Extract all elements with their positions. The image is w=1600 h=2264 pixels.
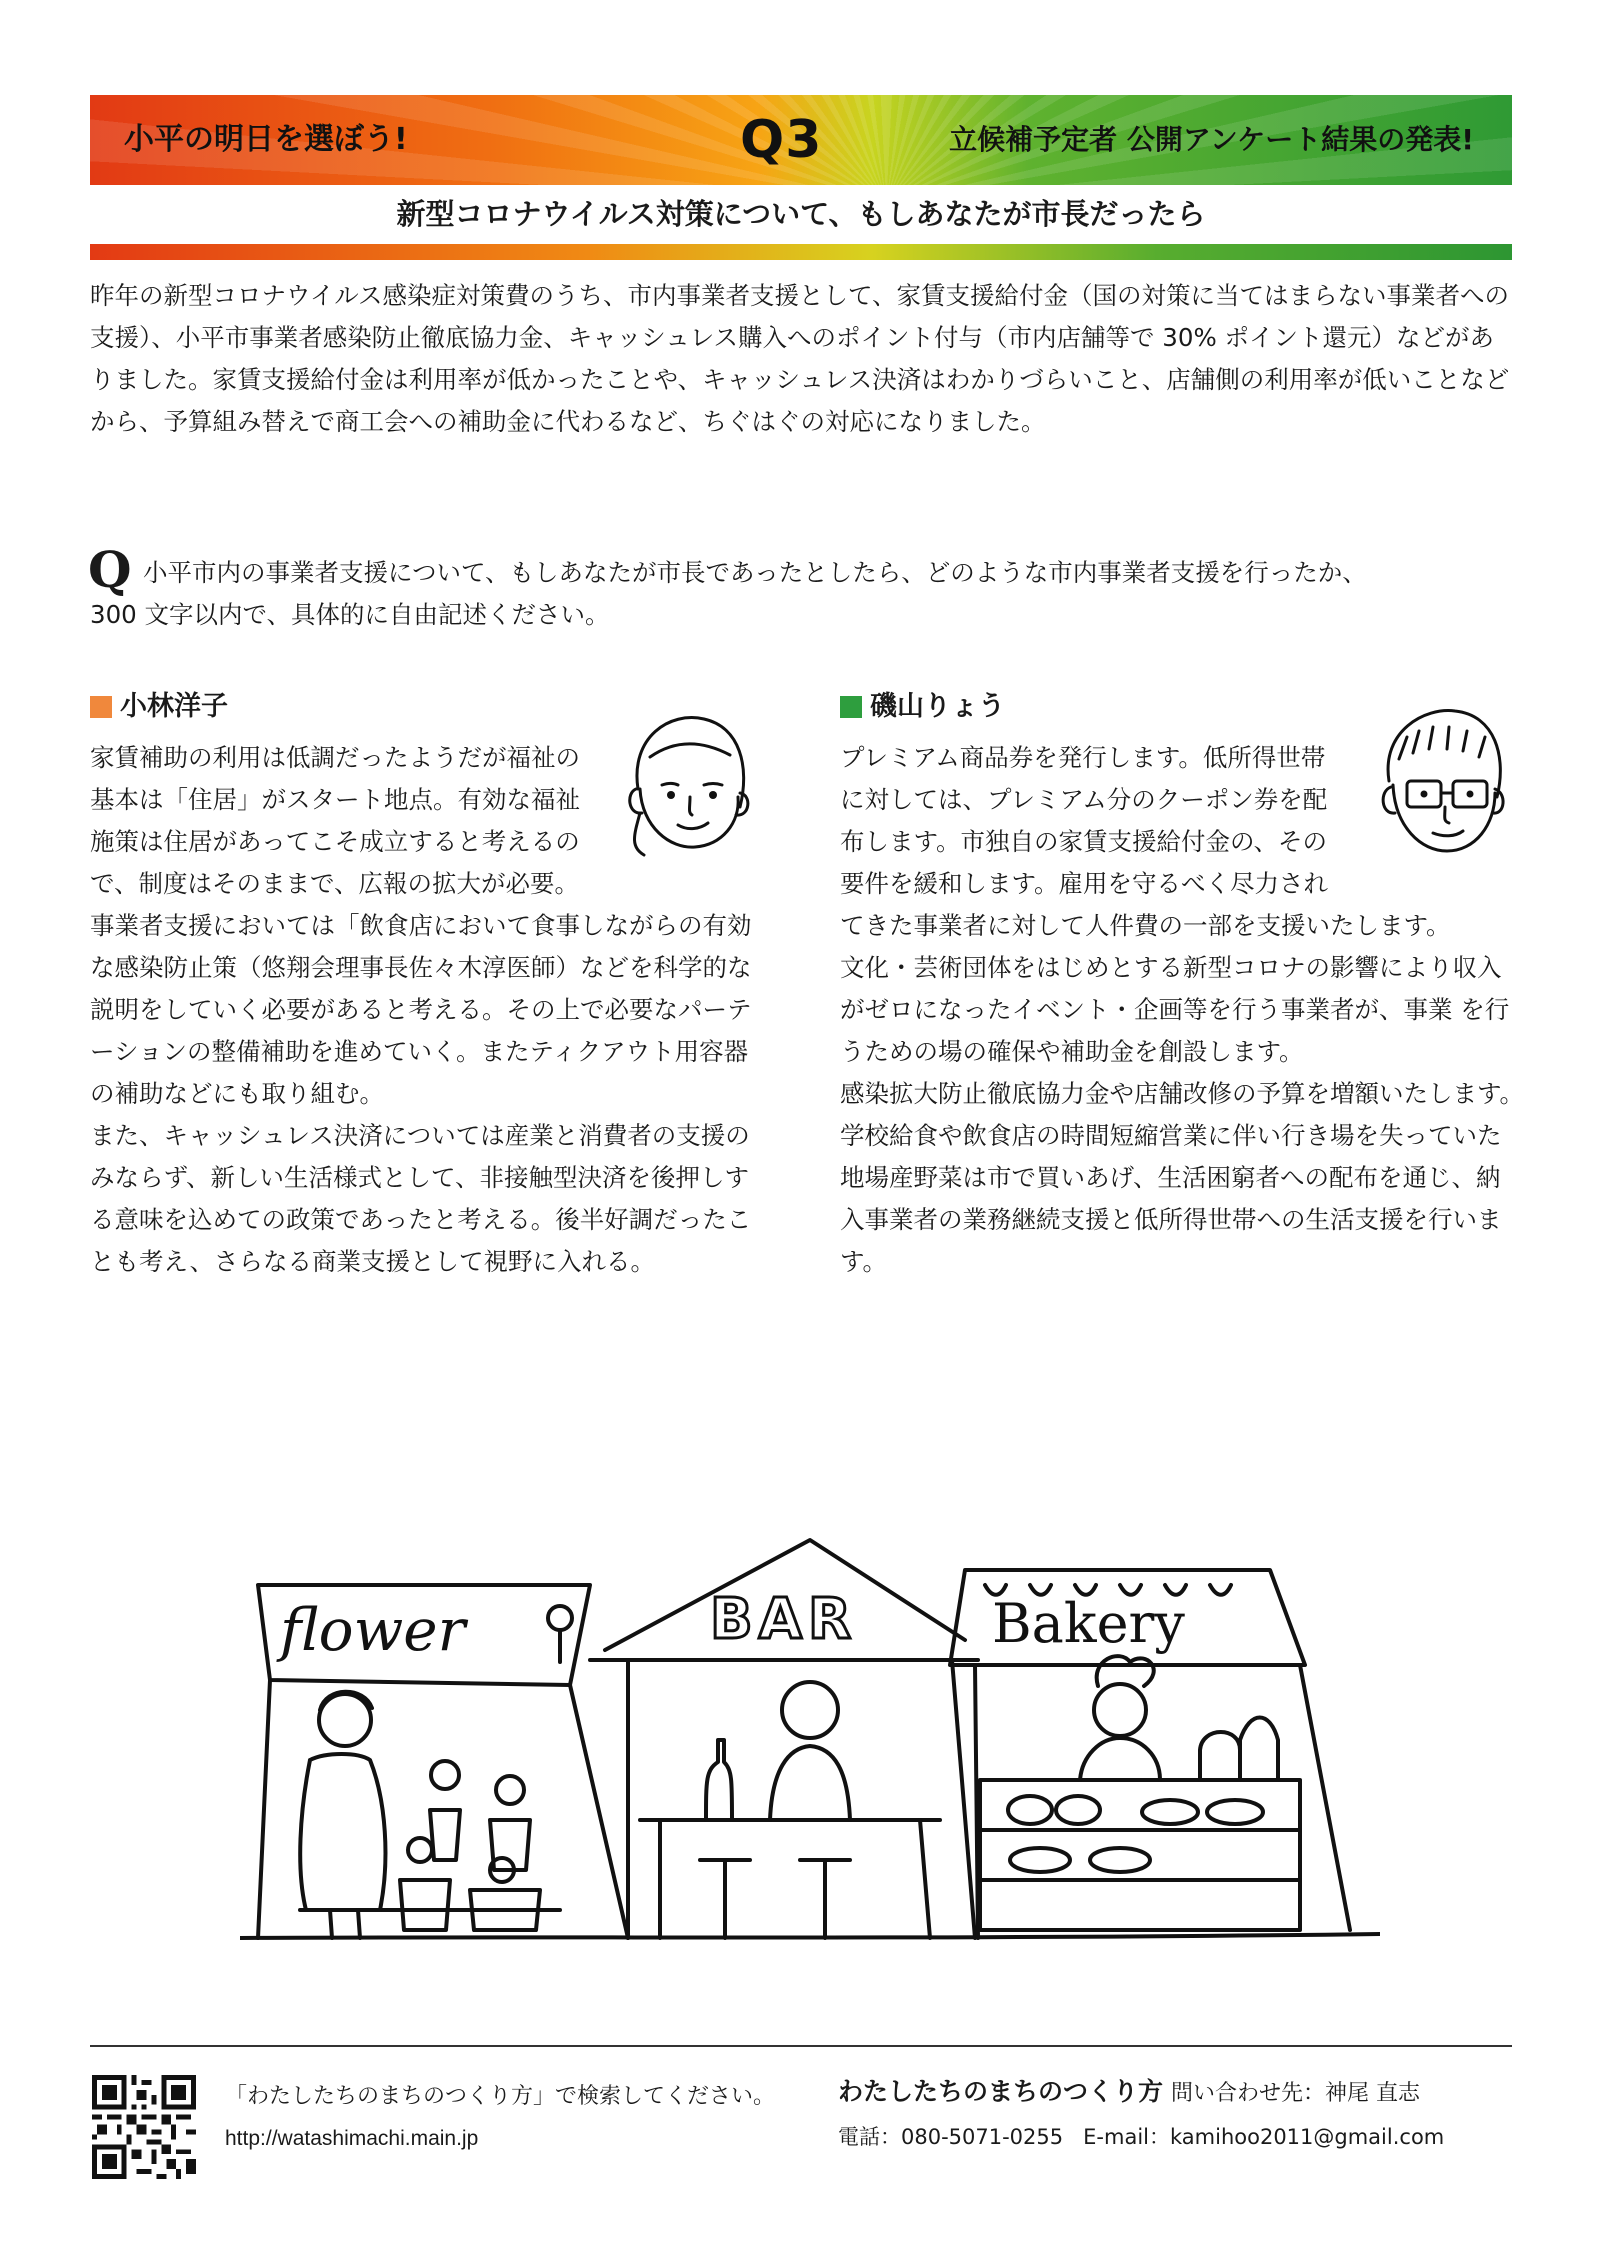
contact-person: 問い合わせ先：神尾 直志 (1170, 2081, 1420, 2106)
answer-paragraph: 事業者支援においては「飲食店において食事しながらの有効な感染防止策（悠翔会理事長佐々木淳医師）などを科学的な説明をしていく必要があると考える。その上で必要なパーテーションの整備補助を進めていく。またティクアウト用容器の補助などにも取り組む。 (90, 911, 752, 1108)
footer-divider (90, 2045, 1512, 2047)
question-number: Q3 (740, 110, 823, 170)
qr-code-icon (92, 2075, 196, 2179)
candidate-name: 磯山りょう (870, 691, 1005, 722)
bar-sign: BAR (710, 1587, 858, 1652)
question-text-line1: 小平市内の事業者支援について、もしあなたが市長であったとしたら、どのような市内事業者支援を行ったか、 (143, 558, 1367, 587)
answer-paragraph: また、キャッシュレス決済については産業と消費者の支援のみならず、新しい生活様式として、非接触型決済を後押しする意味を込めての政策であったと考える。後半好調だったことも考え、さらなる商業支援として視野に入れる。 (90, 1121, 752, 1276)
header-banner (90, 95, 1512, 185)
search-instruction: 「わたしたちのまちのつくり方」で検索してください。 (225, 2084, 776, 2109)
candidate-column-isoyama (840, 685, 1525, 1283)
flower-shop-sign: flower (280, 1596, 466, 1664)
banner-announcement: 立候補予定者 公開アンケート結果の発表! (949, 123, 1474, 156)
page-subtitle: 新型コロナウイルス対策について、もしあなたが市長だったら (396, 197, 1206, 231)
banner-slogan: 小平の明日を選ぼう! (124, 122, 408, 157)
shops-illustration (240, 1490, 1380, 1950)
answer-paragraph: 家賃補助の利用は低調だったようだが福祉の基本は「住居」がスタート地点。有効な福祉施策は住居があってこそ成立すると考えるので、制度はそのままで、広報の拡大が必要。 (90, 743, 580, 898)
candidate-answer (90, 737, 770, 1283)
gradient-divider (90, 244, 1512, 260)
bakery-sign: Bakery (992, 1592, 1185, 1655)
candidate-column-kobayashi (90, 685, 770, 1283)
name-marker-orange (90, 696, 112, 718)
phone-number: 電話：080-5071-0255 (838, 2125, 1064, 2149)
candidate-face-isoyama (1355, 697, 1525, 867)
candidate-face-kobayashi (600, 697, 770, 867)
candidate-name: 小林洋子 (120, 691, 228, 722)
organization-name: わたしたちのまちのつくり方 (838, 2077, 1164, 2106)
candidate-answer (840, 737, 1525, 1283)
question-text-line2: 300 文字以内で、具体的に自由記述ください。 (90, 600, 610, 629)
organization-info (838, 2072, 1420, 2114)
contact-details (838, 2120, 1444, 2154)
answer-paragraph: 文化・芸術団体をはじめとする新型コロナの影響により収入がゼロになったイベント・企画等を行う事業者が、事業 を行うための場の確保や補助金を創設します。 (840, 953, 1510, 1066)
answer-paragraph: 学校給食や飲食店の時間短縮営業に伴い行き場を失っていた地場産野菜は市で買いあげ、生活困窮者への配布を通じ、納入事業者の業務継続支援と低所得世帯への生活支援を行います。 (840, 1121, 1502, 1276)
website-url[interactable]: http://watashimachi.main.jp (225, 2127, 479, 2150)
answer-paragraph: プレミアム商品券を発行します。低所得世帯に対しては、プレミアム分のクーポン券を配布します。市独自の家賃支援給付金の、その要件を緩和します。雇用を守るべく尽力されてきた事業者に対して人件費の一部を支援いたします。 (840, 743, 1451, 940)
intro-paragraph: 昨年の新型コロナウイルス感染症対策費のうち、市内事業者支援として、家賃支援給付金（国の対策に当てはまらない事業者への支援）、小平市事業者感染防止徹底協力金、キャッシュレス購入へのポイント付与（市内店舗等で 30% ポイント還元）などがありました。家賃支援給付金は利用率が低かったことや、キャッシュレス決済はわかりづらいこと、店舗側の利用率が低いことなどから、予算組み替えで商工会への補助金に代わるなど、ちぐはぐの対応になりました。 (90, 281, 1510, 436)
answer-paragraph: 感染拡大防止徹底協力金や店舗改修の予算を増額いたします。 (840, 1079, 1525, 1108)
name-marker-green (840, 696, 862, 718)
email-address[interactable]: E-mail：kamihoo2011@gmail.com (1083, 2125, 1445, 2149)
question-mark-label: Q (88, 540, 132, 599)
